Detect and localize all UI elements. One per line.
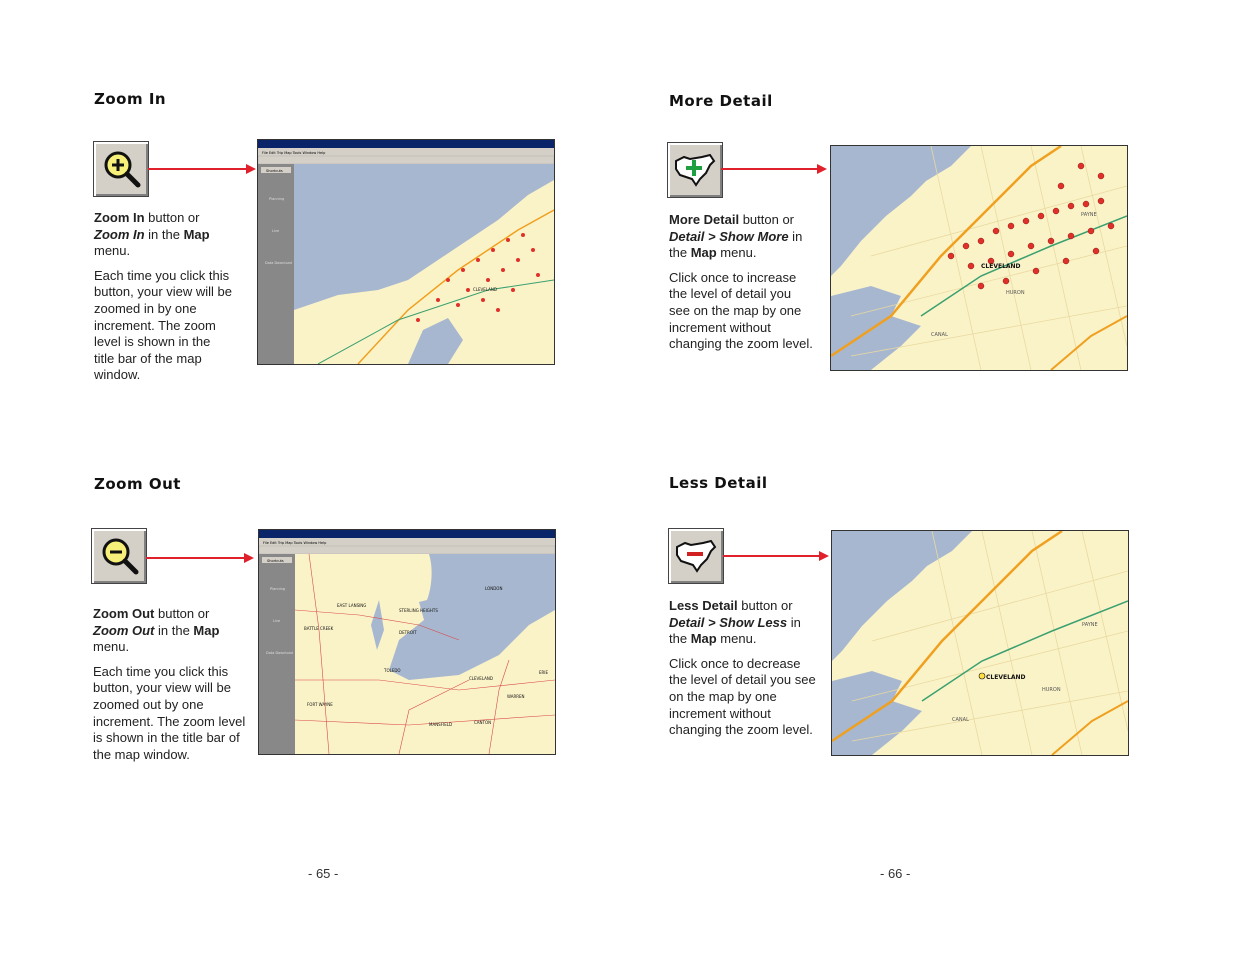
zoom-in-map-screenshot [257, 139, 555, 365]
zoom-out-button[interactable] [91, 528, 147, 584]
svg-text:CANTON: CANTON [474, 720, 492, 725]
less-detail-description: Less Detail button or Detail > Show Less in the Map menu. Click once to decrease the level of detail you see on the map by one increment without changing the zoom level. [669, 598, 816, 738]
svg-text:Shortcuts: Shortcuts [267, 559, 284, 563]
svg-text:Shortcuts: Shortcuts [266, 169, 283, 173]
svg-text:FORT WAYNE: FORT WAYNE [307, 702, 333, 707]
less-detail-map-screenshot [831, 530, 1129, 756]
page-number-left: - 65 - [308, 866, 339, 881]
svg-text:CLEVELAND: CLEVELAND [986, 674, 1026, 681]
svg-text:CANAL: CANAL [931, 332, 948, 338]
svg-text:HURON: HURON [1006, 290, 1025, 296]
zoom-in-description: Zoom In button or Zoom In in the Map menu. Each time you click this button, your view will be zoomed in by one increment. The zoom level is shown in the title bar of the map window. [94, 210, 233, 383]
more-detail-map-screenshot [830, 145, 1128, 371]
svg-text:PAYNE: PAYNE [1082, 622, 1098, 628]
svg-text:CLEVELAND: CLEVELAND [981, 263, 1021, 270]
svg-text:File Edit Trip Map Tools: File Edit Trip Map Tools Window Help [262, 151, 326, 155]
zoom-out-heading: Zoom Out [94, 475, 181, 493]
svg-text:BATTLE CREEK: BATTLE CREEK [304, 626, 334, 631]
svg-text:LONDON: LONDON [485, 586, 503, 591]
svg-text:Live: Live [272, 229, 280, 233]
map-plus-icon [672, 147, 718, 193]
svg-text:Data Download: Data Download [265, 261, 292, 265]
more-detail-heading: More Detail [669, 92, 773, 110]
svg-text:Data Download: Data Download [266, 651, 293, 655]
svg-text:Planning: Planning [269, 197, 285, 201]
svg-text:DETROIT: DETROIT [399, 630, 417, 635]
svg-text:Planning: Planning [270, 587, 286, 591]
magnifier-plus-icon [98, 146, 144, 192]
zoom-out-map-screenshot [258, 529, 556, 755]
svg-text:PAYNE: PAYNE [1081, 212, 1097, 218]
svg-text:File Edit Trip Map Tools: File Edit Trip Map Tools Window Help [263, 541, 327, 545]
svg-text:HURON: HURON [1042, 687, 1061, 693]
magnifier-minus-icon [96, 533, 142, 579]
more-detail-description: More Detail button or Detail > Show More in the Map menu. Click once to increase the level of detail you see on the map by one increment without changing the zoom level. [669, 212, 813, 352]
svg-text:EAST LANSING: EAST LANSING [337, 603, 367, 608]
pointer-arrow [723, 550, 833, 562]
svg-text:CANAL: CANAL [952, 717, 969, 723]
less-detail-heading: Less Detail [669, 474, 768, 492]
page-number-right: - 66 - [880, 866, 911, 881]
svg-text:TOLEDO: TOLEDO [384, 668, 401, 673]
svg-text:MANSFIELD: MANSFIELD [429, 722, 453, 727]
svg-text:Live: Live [273, 619, 281, 623]
svg-text:CLEVELAND: CLEVELAND [469, 676, 493, 681]
svg-text:ERIE: ERIE [539, 670, 549, 675]
map-minus-icon [673, 533, 719, 579]
zoom-in-heading: Zoom In [94, 90, 167, 108]
more-detail-button[interactable] [667, 142, 723, 198]
svg-text:STERLING HEIGHTS: STERLING HEIGHTS [399, 608, 438, 613]
svg-text:CLEVELAND: CLEVELAND [473, 287, 497, 292]
pointer-arrow [146, 552, 256, 564]
pointer-arrow [721, 163, 831, 175]
less-detail-button[interactable] [668, 528, 724, 584]
zoom-out-description: Zoom Out button or Zoom Out in the Map menu. Each time you click this button, your view will be zoomed out by one increment. The zoom level is shown in the title bar of the map window. [93, 606, 246, 762]
zoom-in-button[interactable] [93, 141, 149, 197]
pointer-arrow [148, 163, 258, 175]
svg-text:WARREN: WARREN [507, 694, 525, 699]
